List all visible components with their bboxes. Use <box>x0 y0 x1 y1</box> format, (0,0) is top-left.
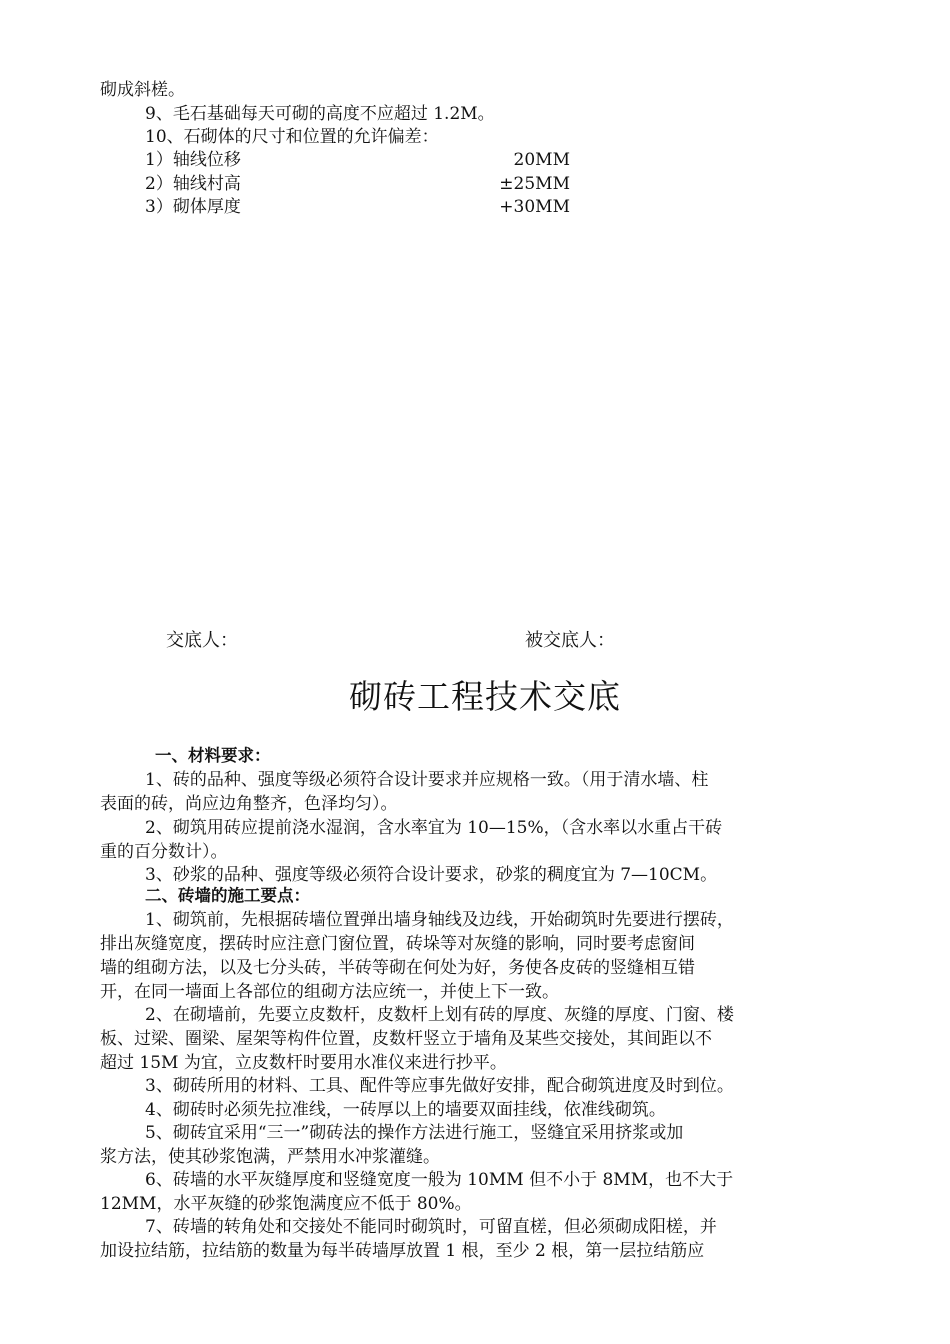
section-heading: 一、材料要求： <box>155 746 271 765</box>
text-line: 1、砌筑前，先根据砖墙位置弹出墙身轴线及边线，开始砌筑时先要进行摆砖， <box>145 910 734 930</box>
text-line: 3、砂浆的品种、强度等级必须符合设计要求，砂浆的稠度宜为 7—10CM。 <box>145 865 718 885</box>
deviation-value: +30MM <box>499 197 570 217</box>
document-title: 砌砖工程技术交底 <box>349 677 621 716</box>
text-line: 开，在同一墙面上各部位的组砌方法应统一，并使上下一致。 <box>100 982 559 1002</box>
text-line: 1、砖的品种、强度等级必须符合设计要求并应规格一致。（用于清水墙、柱 <box>145 770 709 790</box>
deviation-label: 1）轴线位移 <box>145 150 241 170</box>
text-line: 表面的砖，尚应边角整齐，色泽均匀）。 <box>100 794 398 814</box>
text-line: 2、砌筑用砖应提前浇水湿润，含水率宜为 10—15%，（含水率以水重占干砖 <box>145 818 723 838</box>
text-line: 9、毛石基础每天可砌的高度不应超过 1.2M。 <box>145 104 495 124</box>
text-line: 3、砌砖所用的材料、工具、配件等应事先做好安排，配合砌筑进度及时到位。 <box>145 1076 734 1096</box>
deviation-label: 2）轴线村高 <box>145 174 241 194</box>
text-line: 浆方法，使其砂浆饱满，严禁用水冲浆灌缝。 <box>100 1147 440 1167</box>
text-line: 12MM，水平灰缝的砂浆饱满度应不低于 80%。 <box>100 1194 472 1214</box>
giver-label: 交底人： <box>166 630 238 651</box>
text-line: 板、过梁、圈梁、屋架等构件位置，皮数杆竖立于墙角及某些交接处，其间距以不 <box>100 1029 712 1049</box>
deviation-value: 20MM <box>513 150 570 170</box>
text-line: 10、石砌体的尺寸和位置的允许偏差： <box>145 127 439 147</box>
text-line: 加设拉结筋，拉结筋的数量为每半砖墙厚放置 1 根，至少 2 根，第一层拉结筋应 <box>100 1241 705 1261</box>
text-line: 砌成斜槎。 <box>100 80 185 100</box>
text-line: 排出灰缝宽度，摆砖时应注意门窗位置，砖垛等对灰缝的影响，同时要考虑窗间 <box>100 934 695 954</box>
deviation-label: 3）砌体厚度 <box>145 197 241 217</box>
text-line: 重的百分数计）。 <box>100 842 228 862</box>
section-heading: 二、砖墙的施工要点： <box>145 886 310 905</box>
text-line: 5、砌砖宜采用“三一”砌砖法的操作方法进行施工，竖缝宜采用挤浆或加 <box>145 1123 684 1143</box>
text-line: 7、砖墙的转角处和交接处不能同时砌筑时，可留直槎，但必须砌成阳槎，并 <box>145 1217 717 1237</box>
text-line: 超过 15M 为宜，立皮数杆时要用水准仪来进行抄平。 <box>100 1053 507 1073</box>
text-line: 6、砖墙的水平灰缝厚度和竖缝宽度一般为 10MM 但不小于 8MM，也不大于 <box>145 1170 734 1190</box>
text-line: 2、在砌墙前，先要立皮数杆，皮数杆上划有砖的厚度、灰缝的厚度、门窗、楼 <box>145 1005 734 1025</box>
deviation-value: ±25MM <box>499 174 570 194</box>
text-line: 墙的组砌方法，以及七分头砖，半砖等砌在何处为好，务使各皮砖的竖缝相互错 <box>100 958 695 978</box>
receiver-label: 被交底人： <box>525 630 615 651</box>
text-line: 4、砌砖时必须先拉准线，一砖厚以上的墙要双面挂线，依准线砌筑。 <box>145 1100 666 1120</box>
